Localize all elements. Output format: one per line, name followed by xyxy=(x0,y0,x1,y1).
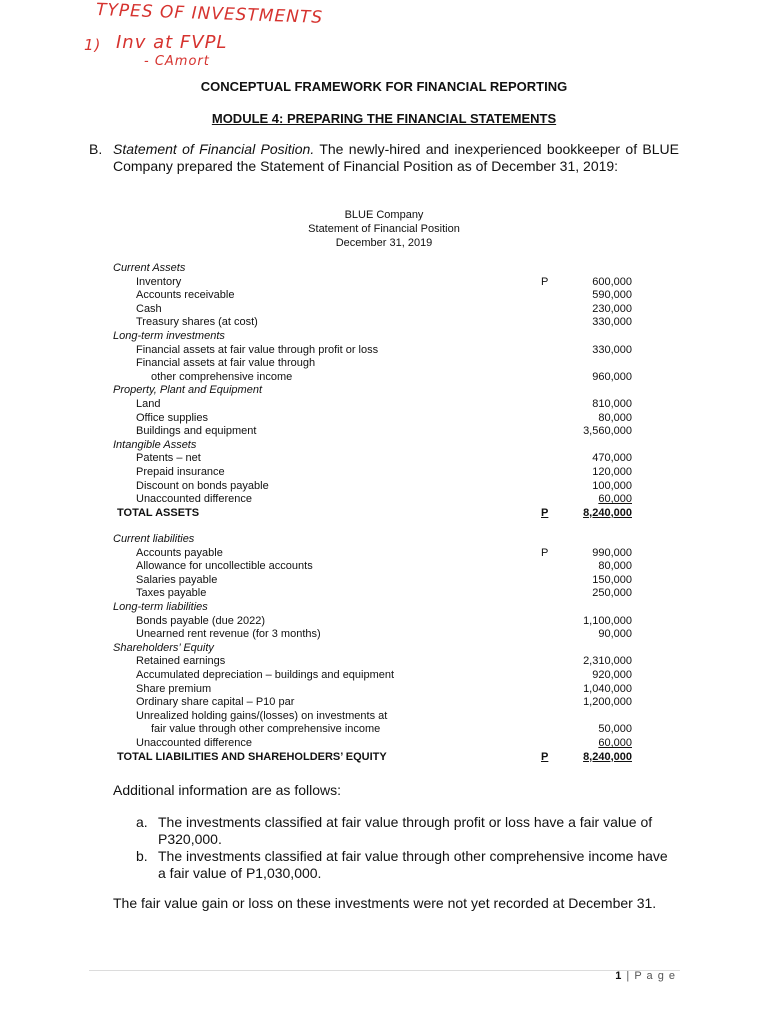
handwritten-note-item: Inv at FVPL xyxy=(116,32,228,53)
line-item-label: Unrealized holding gains/(losses) on investments at xyxy=(136,709,388,722)
total-amount: 8,240,000 xyxy=(583,506,632,519)
line-item-label: Cash xyxy=(136,302,162,315)
category-label: Intangible Assets xyxy=(113,438,197,451)
closing-note: The fair value gain or loss on these investments were not yet recorded at December 31. xyxy=(113,895,657,911)
document-title: CONCEPTUAL FRAMEWORK FOR FINANCIAL REPORTING xyxy=(200,79,568,94)
line-item-amount: 990,000 xyxy=(592,546,632,559)
line-item-label: other comprehensive income xyxy=(151,370,293,383)
line-item-amount: 470,000 xyxy=(592,452,632,465)
line-item-label: Patents – net xyxy=(136,452,201,465)
statement-date: December 31, 2019 xyxy=(335,237,433,249)
line-item-label: Taxes payable xyxy=(136,587,207,600)
line-item-amount: 120,000 xyxy=(592,466,632,478)
line-item-amount: 3,560,000 xyxy=(583,425,632,438)
line-item-amount: 100,000 xyxy=(592,479,632,492)
line-item-label: Inventory xyxy=(136,275,182,288)
line-item-label: Unaccounted difference xyxy=(136,737,252,749)
line-item-label: Allowance for uncollectible accounts xyxy=(136,560,313,573)
handwritten-note-sub: - CAmort xyxy=(144,54,210,69)
total-label: TOTAL ASSETS xyxy=(117,506,200,519)
line-item-amount: 600,000 xyxy=(592,275,632,288)
line-item-label: Discount on bonds payable xyxy=(136,479,269,492)
line-item-amount: 50,000 xyxy=(598,723,632,736)
category-label: Shareholders’ Equity xyxy=(113,641,214,654)
total-label: TOTAL LIABILITIES AND SHAREHOLDERS’ EQUITY xyxy=(117,750,387,763)
category-label: Property, Plant and Equipment xyxy=(113,384,262,397)
currency-symbol: P xyxy=(541,546,549,559)
line-item-amount: 920,000 xyxy=(592,669,632,681)
line-item-label: Financial assets at fair value through xyxy=(136,357,316,370)
currency-symbol: P xyxy=(541,275,549,288)
line-item-amount: 330,000 xyxy=(592,343,632,356)
line-item-label: Accounts payable xyxy=(136,546,223,559)
currency-symbol: P xyxy=(541,750,549,763)
line-item-amount: 230,000 xyxy=(592,302,632,315)
line-item-amount: 330,000 xyxy=(592,316,632,329)
line-item-amount: 590,000 xyxy=(592,289,632,302)
category-label: Current liabilities xyxy=(113,533,195,545)
line-item-amount: 1,100,000 xyxy=(583,614,632,627)
total-amount: 8,240,000 xyxy=(583,750,632,763)
page-footer: 1 | P a g e xyxy=(615,970,676,982)
line-item-label: Prepaid insurance xyxy=(136,466,225,478)
line-item-amount: 250,000 xyxy=(592,587,632,600)
category-label: Long-term investments xyxy=(113,330,225,342)
line-item-label: Accounts receivable xyxy=(136,289,235,302)
category-label: Current Assets xyxy=(113,262,186,274)
line-item-label: Accumulated depreciation – buildings and equipment xyxy=(136,669,395,681)
line-item-label: Share premium xyxy=(136,682,212,695)
line-item-amount: 90,000 xyxy=(598,628,632,641)
currency-symbol: P xyxy=(541,506,549,519)
line-item-amount: 80,000 xyxy=(598,560,632,573)
line-item-label: Bonds payable (due 2022) xyxy=(136,614,266,627)
line-item-amount: 1,040,000 xyxy=(583,682,632,695)
line-item-label: Retained earnings xyxy=(136,655,226,668)
module-title: MODULE 4: PREPARING THE FINANCIAL STATEMENTS xyxy=(211,111,557,126)
section-b-text: Statement of Financial Position. The newly-hired and inexperienced bookkeeper of BLUE Company prepared the Statement of Financial Position as of December 31, 2019: xyxy=(113,141,679,174)
line-item-label: Buildings and equipment xyxy=(136,425,257,438)
handwritten-note-number: 1) xyxy=(84,36,102,54)
line-item-amount: 150,000 xyxy=(592,573,632,586)
company-name: BLUE Company xyxy=(344,209,424,221)
additional-info-intro: Additional information are as follows: xyxy=(113,782,342,798)
line-item-amount: 60,000 xyxy=(598,737,632,749)
line-item-amount: 1,200,000 xyxy=(583,696,632,709)
section-letter: B. xyxy=(89,141,103,157)
line-item-amount: 2,310,000 xyxy=(583,655,632,668)
line-item-label: Office supplies xyxy=(136,411,208,424)
line-item-amount: 810,000 xyxy=(592,398,632,410)
line-item-label: Unaccounted difference xyxy=(136,493,252,506)
line-item-amount: 60,000 xyxy=(598,493,632,506)
statement-name: Statement of Financial Position xyxy=(308,223,460,235)
line-item-label: Salaries payable xyxy=(136,573,218,586)
handwritten-note-title: TYPES OF INVESTMENTS xyxy=(95,0,324,28)
line-item-amount: 80,000 xyxy=(598,411,632,424)
line-item-label: Unearned rent revenue (for 3 months) xyxy=(136,628,321,641)
line-item-label: fair value through other comprehensive income xyxy=(151,723,381,736)
line-item-label: Treasury shares (at cost) xyxy=(136,316,258,329)
line-item-label: Financial assets at fair value through profit or loss xyxy=(136,343,379,356)
category-label: Long-term liabilities xyxy=(113,601,208,613)
line-item-label: Ordinary share capital – P10 par xyxy=(136,696,295,709)
line-item-amount: 960,000 xyxy=(592,370,632,383)
footer-divider xyxy=(89,970,680,971)
line-item-label: Land xyxy=(136,398,161,410)
